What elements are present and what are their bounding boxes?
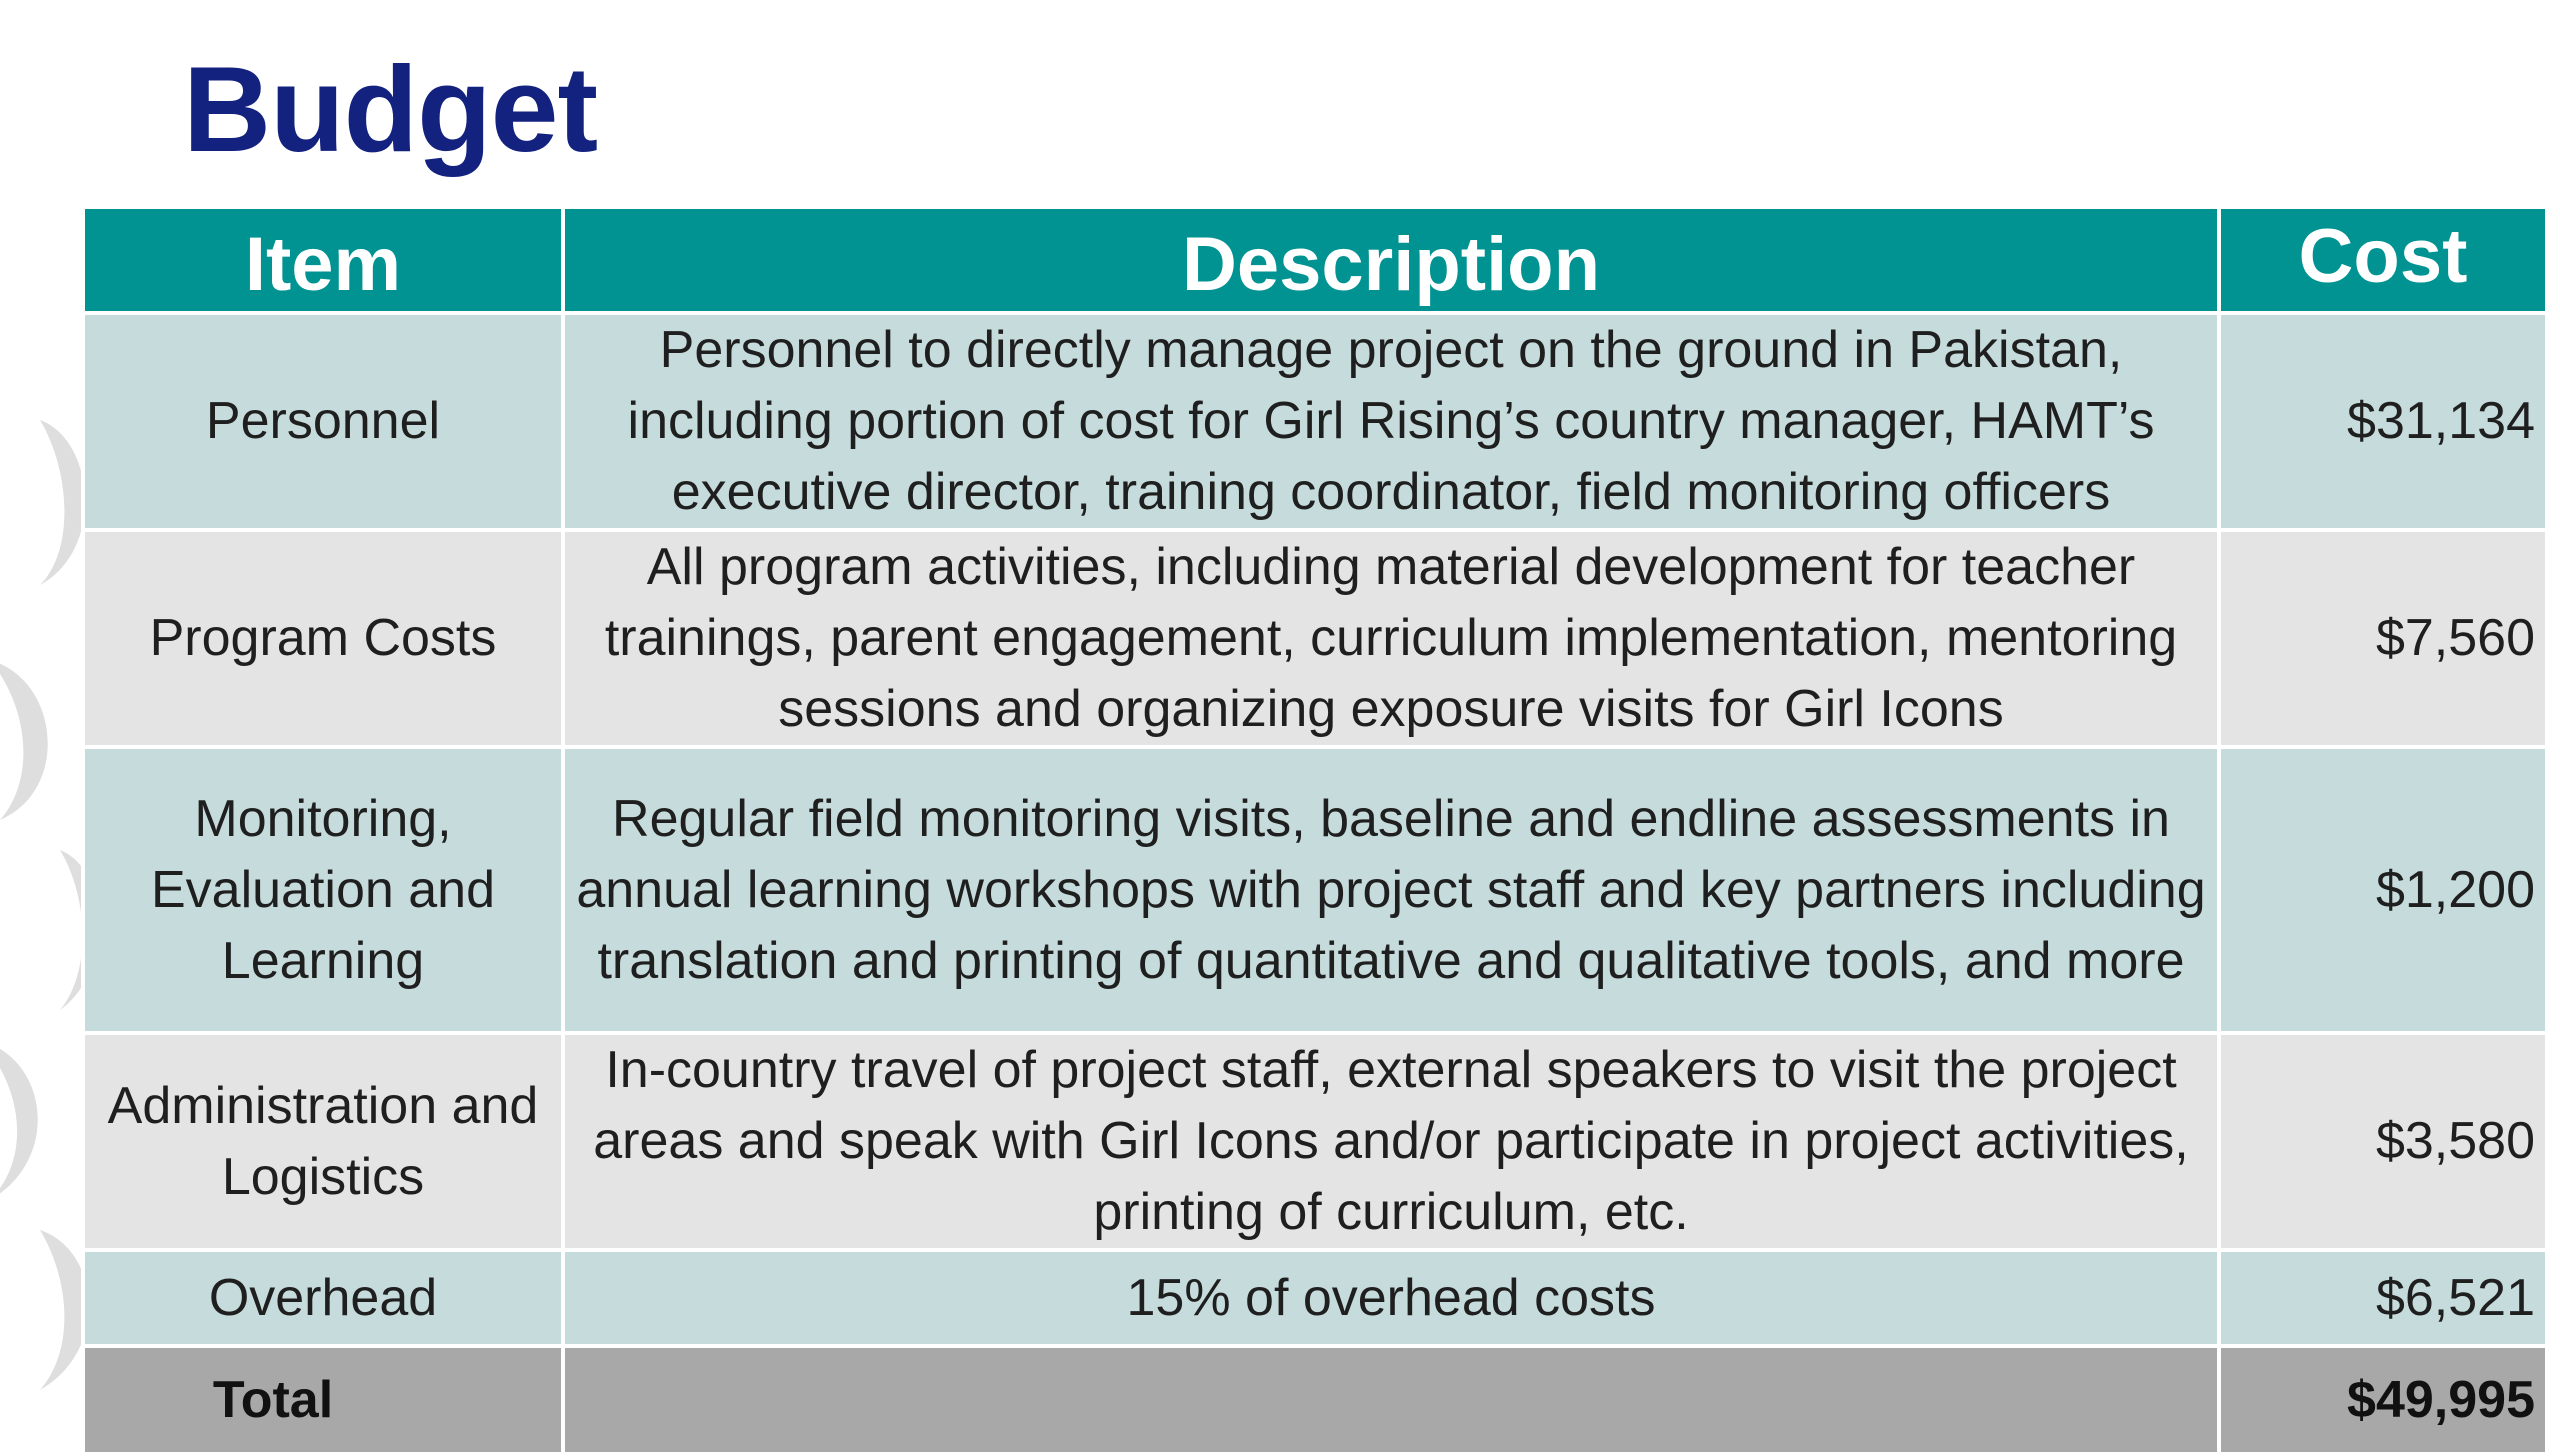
item-cell: Personnel [83,313,563,530]
budget-table [81,205,2549,1456]
table-row [83,530,2547,747]
item-cell: Program Costs [83,530,563,747]
item-cell: Administration and Logistics [83,1033,563,1250]
column-header-cost: Cost [2219,207,2547,313]
page-title: Budget [183,41,598,177]
cost-cell: $7,560 [2219,530,2547,747]
cost-cell: $3,580 [2219,1033,2547,1250]
column-header-item: Item [83,207,563,313]
description-cell: 15% of overhead costs [563,1250,2219,1346]
cost-cell: $6,521 [2219,1250,2547,1346]
table-row [83,313,2547,530]
table-row [83,747,2547,1033]
item-cell: Overhead [83,1250,563,1346]
cost-cell: $1,200 [2219,747,2547,1033]
item-cell: Monitoring, Evaluation and Learning [83,747,563,1033]
table-row [83,1250,2547,1346]
table-header-row [83,207,2547,313]
total-description-cell [563,1346,2219,1454]
cost-cell: $31,134 [2219,313,2547,530]
table-total-row [83,1346,2547,1454]
table-row [83,1033,2547,1250]
description-cell: Personnel to directly manage project on the ground in Pakistan, including portion of cost for Girl Rising’s country manager, HAMT’s executive director, training coordinator, field monitoring officers [563,313,2219,530]
total-label: Total [83,1346,563,1454]
description-cell: Regular field monitoring visits, baseline and endline assessments in annual learning workshops with project staff and key partners including translation and printing of quantitative and qualitative tools, and more [563,747,2219,1033]
total-cost-cell: $49,995 [2219,1346,2547,1454]
description-cell: All program activities, including material development for teacher trainings, parent engagement, curriculum implementation, mentoring sessions and organizing exposure visits for Girl Icons [563,530,2219,747]
column-header-description: Description [563,207,2219,313]
description-cell: In-country travel of project staff, external speakers to visit the project areas and speak with Girl Icons and/or participate in project activities, printing of curriculum, etc. [563,1033,2219,1250]
